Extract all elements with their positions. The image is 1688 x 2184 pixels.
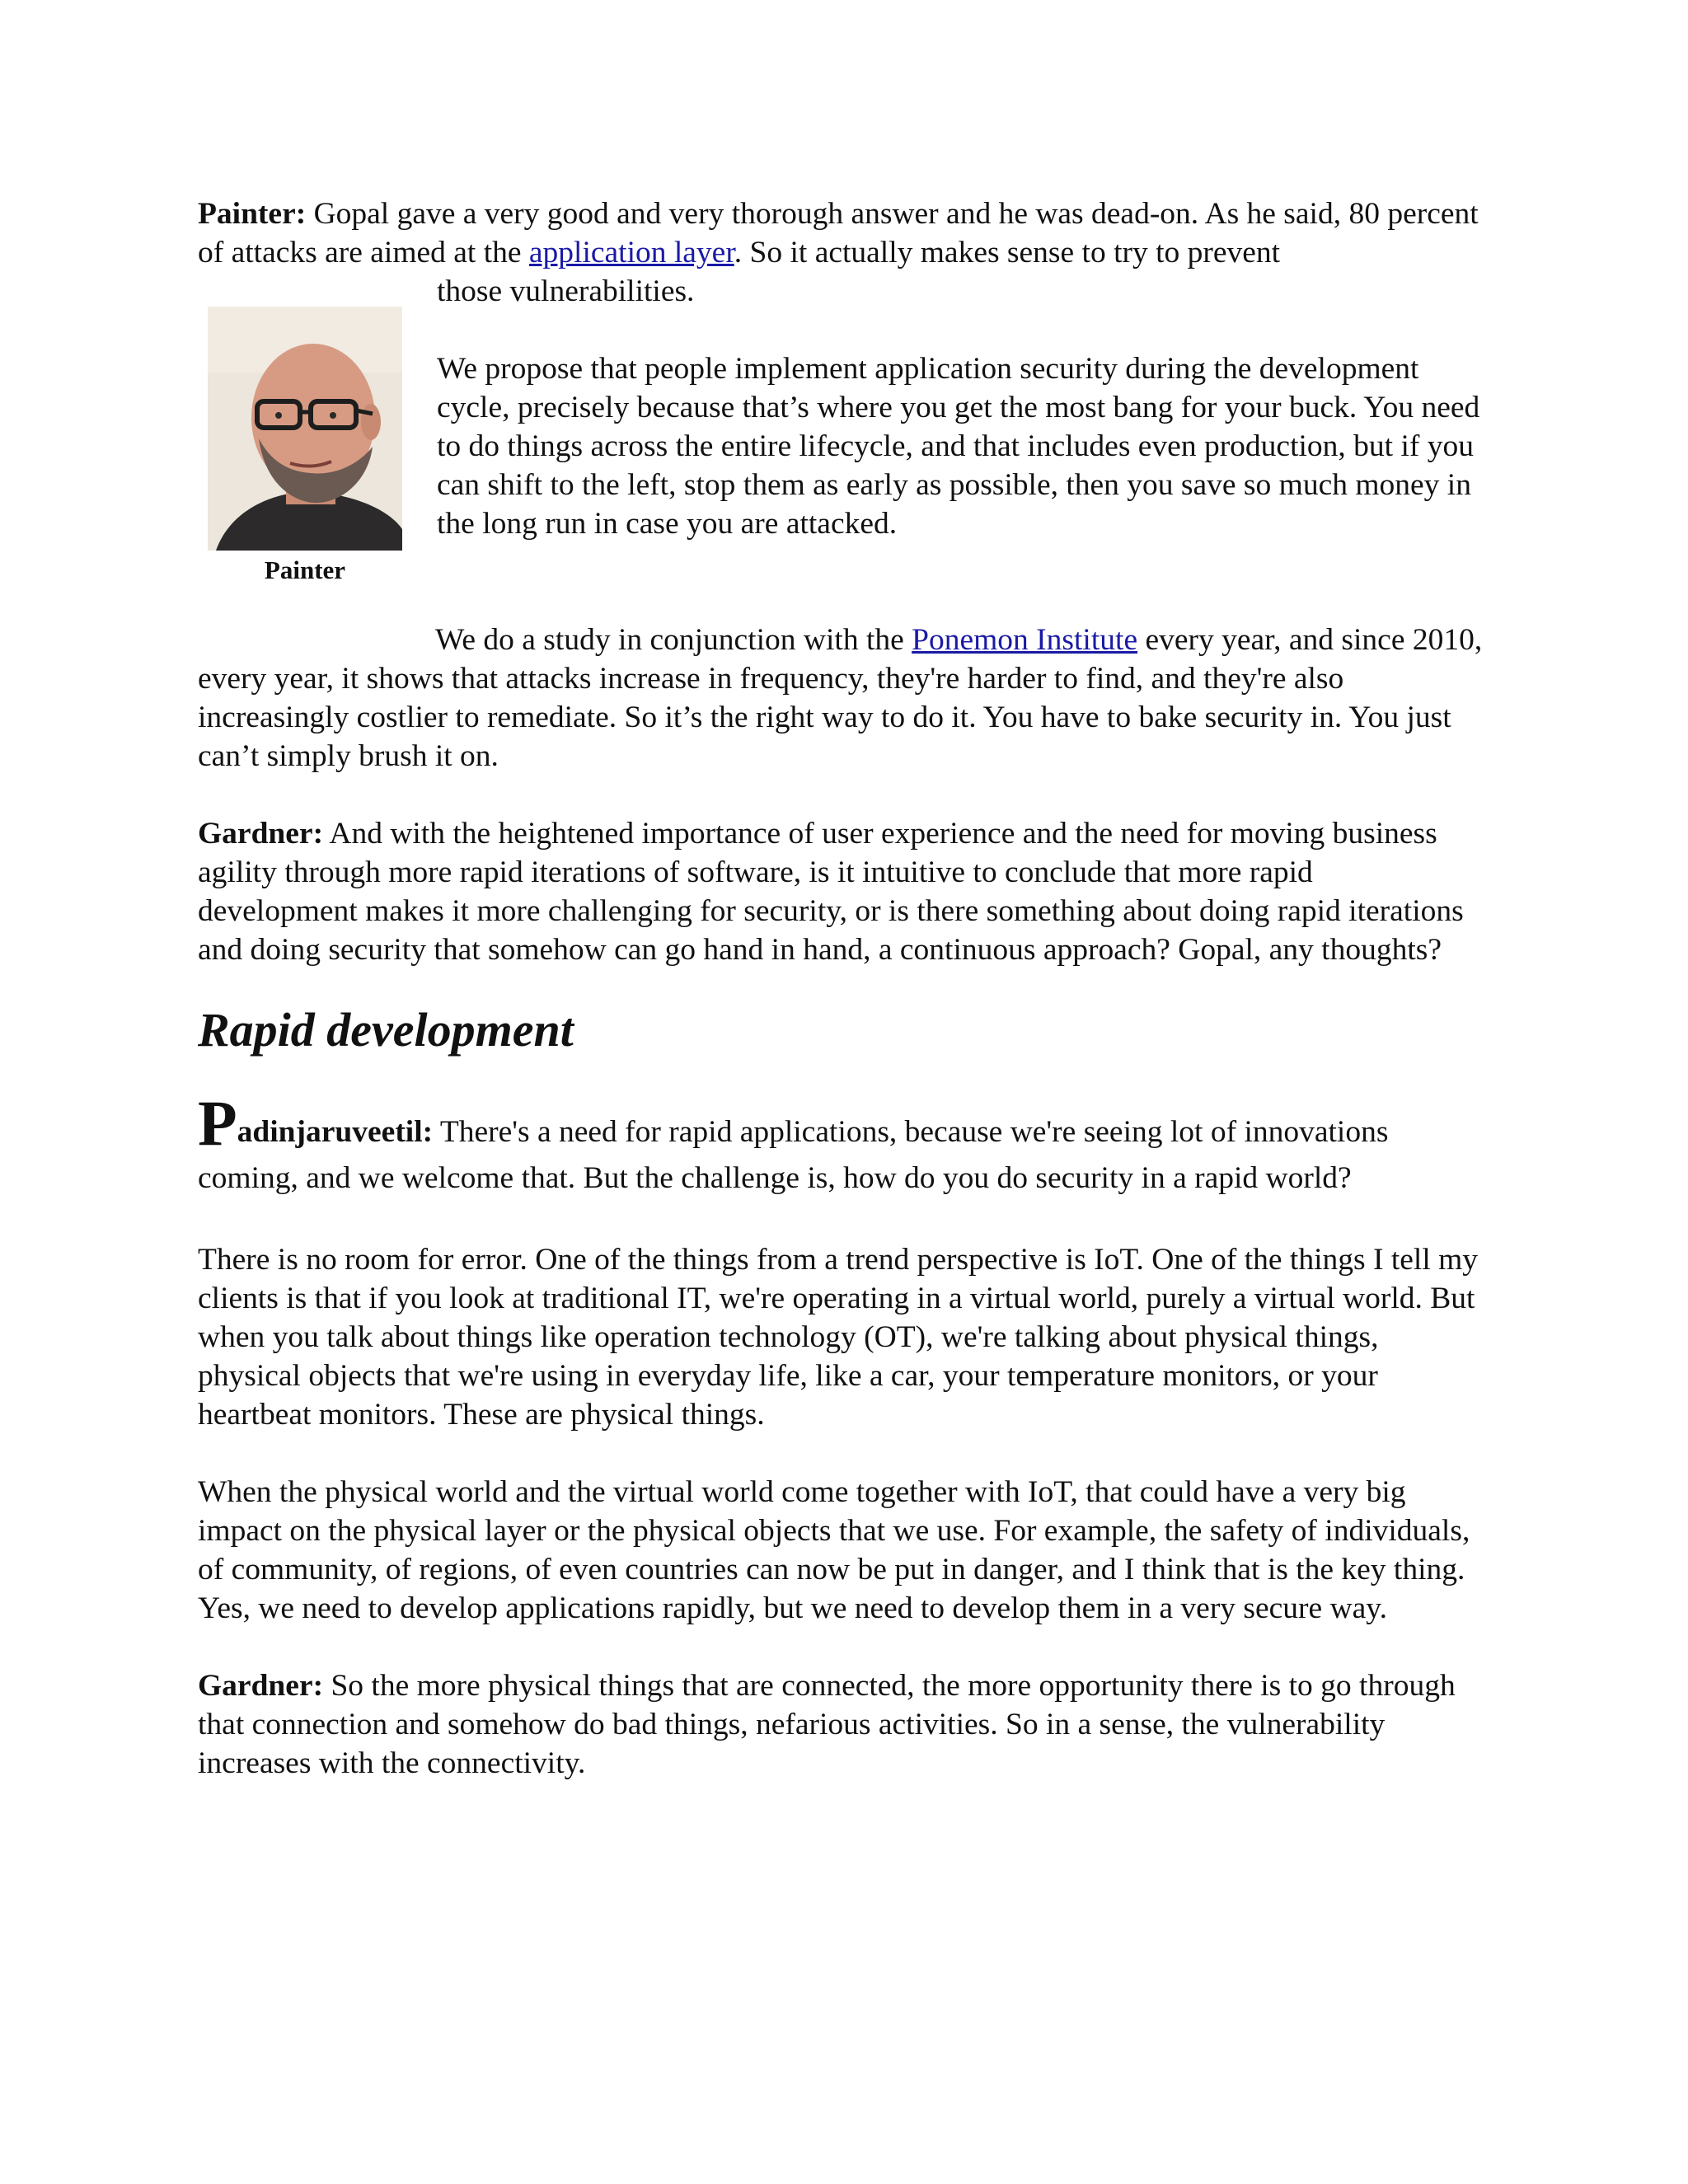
article-page	[198, 194, 1492, 1783]
application-layer-link[interactable]: application layer	[528, 236, 734, 269]
paragraph-padinjaruveetil-3: When the physical world and the virtual world come together with IoT, that could have a very big impact on the physical layer or the physical objects that we use. For example, the safety of individuals, of community, of regions, of even countries can now be put in danger, and I think that is the key thing. Yes, we need to develop applications rapidly, but we need to develop them in a very secure way.	[198, 1475, 1470, 1625]
paragraph-painter-3: We do a study in conjunction with the Ponemon Institute every year, and since 2010, every year, it shows that attacks increase in frequency, they're harder to find, and they're also increasingly costlier to remediate. So it’s the right way to do it. You have to bake security in. You just can’t simply brush it on.	[198, 623, 1483, 773]
paragraph-gardner-1: Gardner: And with the heightened importance of user experience and the need for moving business agility through more rapid iterations of software, is it intuitive to conclude that more rapid development makes it more challenging for security, or is there something about doing rapid iterations and doing security that somehow can go hand in hand, a continuous approach? Gopal, any thoughts?	[198, 817, 1464, 967]
speaker-label: Painter:	[198, 197, 307, 231]
paragraph-painter-1: Painter: Gopal gave a very good and very thorough answer and he was dead-on. As he said, 80 percent of attacks are aimed at the application layer. So it actually makes sense to try to prevent those vulnerabilities.	[198, 197, 1479, 308]
drop-cap: P	[198, 1087, 237, 1159]
speaker-label: Gardner:	[198, 817, 324, 851]
photo-caption: Painter	[264, 555, 346, 584]
paragraph-padinjaruveetil-2: There is no room for error. One of the things from a trend perspective is IoT. One of the things I tell my clients is that if you look at traditional IT, we're operating in a virtual world, purely a virtual world. But when you talk about things like operation technology (OT), we're talking about physical things, physical objects that we're using in everyday life, like a car, your temperature monitors, or your heartbeat monitors. These are physical things.	[198, 1243, 1479, 1432]
ponemon-institute-link[interactable]: Ponemon Institute	[912, 623, 1138, 657]
section-heading: Rapid development	[198, 1003, 574, 1057]
painter-intro-block	[198, 194, 1492, 776]
speaker-photo	[208, 307, 402, 551]
speaker-label: Gardner:	[198, 1669, 324, 1703]
speaker-photo-figure	[208, 307, 409, 587]
speaker-label: adinjaruveetil:	[237, 1115, 434, 1149]
paragraph-painter-2: We propose that people implement application security during the development cycle, precisely because that’s where you get the most bang for your buck. You need to do things across the entire lifecycle, and that includes even production, but if you can shift to the left, stop them as early as possible, then you save so much money in the long run in case you are attacked.	[437, 352, 1480, 541]
paragraph-padinjaruveetil-1: Padinjaruveetil: There's a need for rapid applications, because we're seeing lot of innovations coming, and we welcome that. But the challenge is, how do you do security in a rapid world?	[198, 1087, 1389, 1195]
paragraph-gardner-2: Gardner: So the more physical things that are connected, the more opportunity there is to go through that connection and somehow do bad things, nefarious activities. So in a sense, the vulnerability increases with the connectivity.	[198, 1669, 1456, 1780]
portrait-illustration	[208, 307, 402, 551]
